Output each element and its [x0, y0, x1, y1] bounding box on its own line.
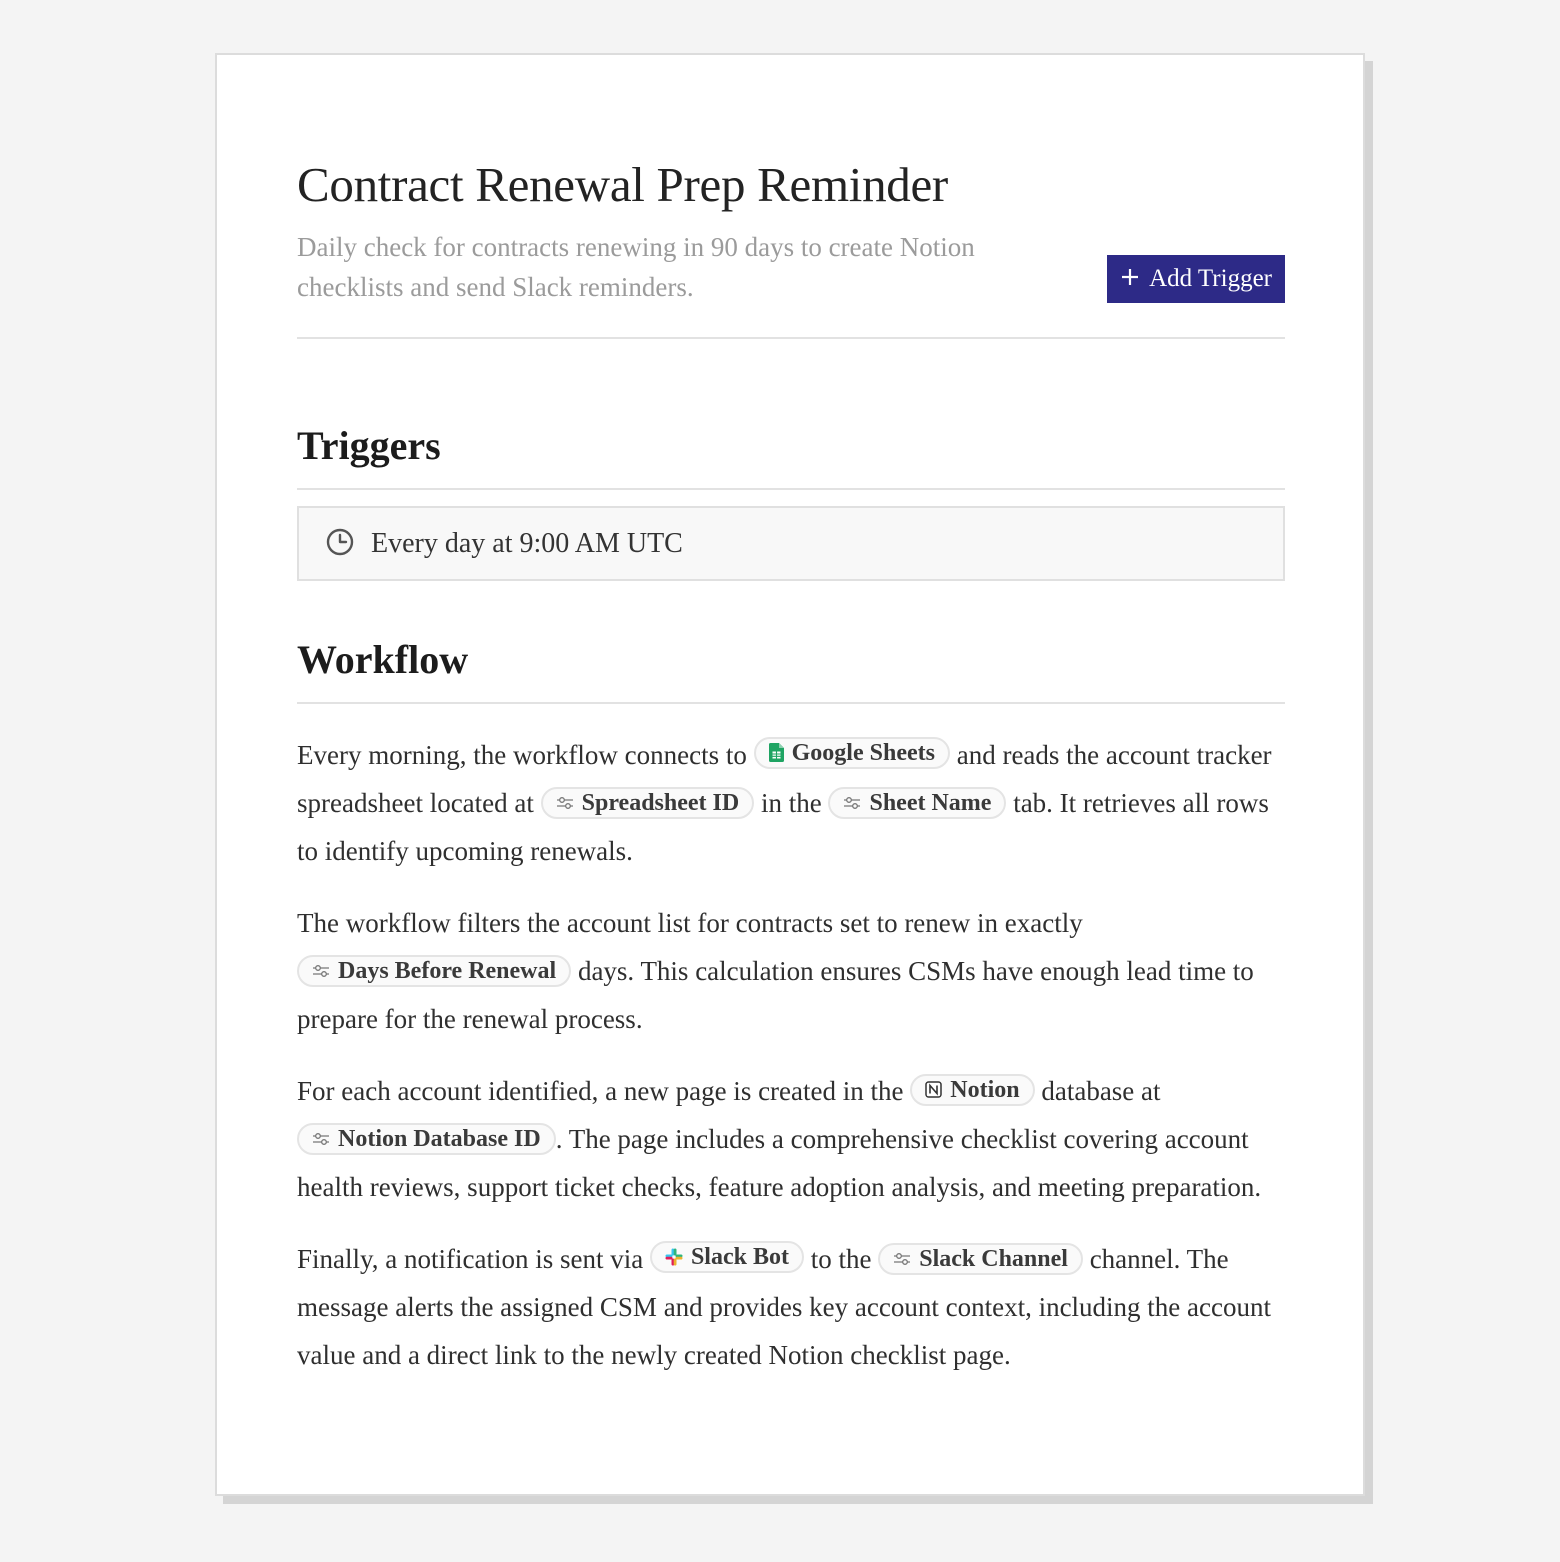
sliders-icon [893, 1252, 911, 1266]
spreadsheet-id-chip[interactable] [541, 787, 755, 819]
chip-label: Days Before Renewal [338, 958, 557, 984]
paragraph-text: Every morning, the workflow connects to [297, 740, 747, 770]
workflow-paragraph-2 [297, 899, 1285, 1043]
paragraph-text: in the [760, 788, 822, 818]
page-header [297, 55, 1285, 339]
trigger-schedule-label: Every day at 9:00 AM UTC [371, 527, 683, 559]
page-title: Contract Renewal Prep Reminder [297, 157, 948, 212]
notion-icon [925, 1081, 942, 1098]
notion-database-id-chip[interactable] [297, 1123, 556, 1155]
paragraph-text: . The page includes a comprehensive checklist covering account health reviews, support ticket checks, feature adoption analysis, and meeting preparation. [297, 1124, 1262, 1202]
paragraph-text: The workflow filters the account list for contracts set to renew in exactly [297, 908, 1083, 938]
paragraph-text: to the [810, 1244, 872, 1274]
workflow-card [215, 53, 1365, 1496]
paragraph-text: database at [1041, 1076, 1161, 1106]
clock-icon [325, 527, 355, 561]
workflow-paragraph-4 [297, 1235, 1285, 1379]
workflow-paragraph-3 [297, 1067, 1285, 1211]
paragraph-text: days. This calculation ensures CSMs have enough lead time to prepare for the renewal process. [297, 956, 1254, 1034]
google-sheets-icon [769, 743, 784, 762]
plus-icon [1120, 263, 1140, 293]
chip-label: Slack Channel [919, 1246, 1068, 1272]
card-content [297, 55, 1285, 1370]
paragraph-text: Finally, a notification is sent via [297, 1244, 644, 1274]
notion-chip[interactable] [910, 1074, 1034, 1106]
triggers-heading: Triggers [297, 423, 441, 468]
page-subtitle: Daily check for contracts renewing in 90 days to create Notion checklists and send Slack reminders. [297, 232, 975, 302]
add-trigger-label: Add Trigger [1149, 265, 1272, 292]
chip-label: Notion Database ID [338, 1126, 541, 1152]
paragraph-text: and reads the account tracker spreadsheet located at [297, 740, 1272, 818]
paragraph-text: For each account identified, a new page is created in the [297, 1076, 904, 1106]
sliders-icon [312, 964, 330, 978]
slack-icon [665, 1248, 683, 1266]
chip-label: Sheet Name [869, 790, 992, 816]
chip-label: Slack Bot [690, 1244, 789, 1270]
chip-label: Spreadsheet ID [581, 790, 740, 816]
chip-label: Google Sheets [791, 739, 935, 766]
workflow-paragraph-1 [297, 731, 1285, 875]
add-trigger-button[interactable] [1107, 255, 1285, 303]
days-before-renewal-chip[interactable] [297, 955, 571, 987]
paragraph-text: channel. The message alerts the assigned CSM and provides key account context, including the account value and a direct link to the newly created Notion checklist page. [297, 1244, 1271, 1370]
trigger-item[interactable] [297, 506, 1285, 581]
triggers-section-header [297, 422, 1285, 490]
slack-channel-chip[interactable] [878, 1243, 1083, 1275]
workflow-section-header [297, 636, 1285, 704]
workflow-description [297, 731, 1285, 1403]
chip-label: Notion [950, 1076, 1020, 1103]
google-sheets-chip[interactable] [754, 737, 950, 769]
sliders-icon [556, 796, 574, 810]
sliders-icon [312, 1132, 330, 1146]
sliders-icon [843, 796, 861, 810]
workflow-heading: Workflow [297, 637, 469, 682]
paragraph-text: tab. It retrieves all rows to identify upcoming renewals. [297, 788, 1269, 866]
slack-bot-chip[interactable] [650, 1241, 804, 1273]
sheet-name-chip[interactable] [828, 787, 1006, 819]
